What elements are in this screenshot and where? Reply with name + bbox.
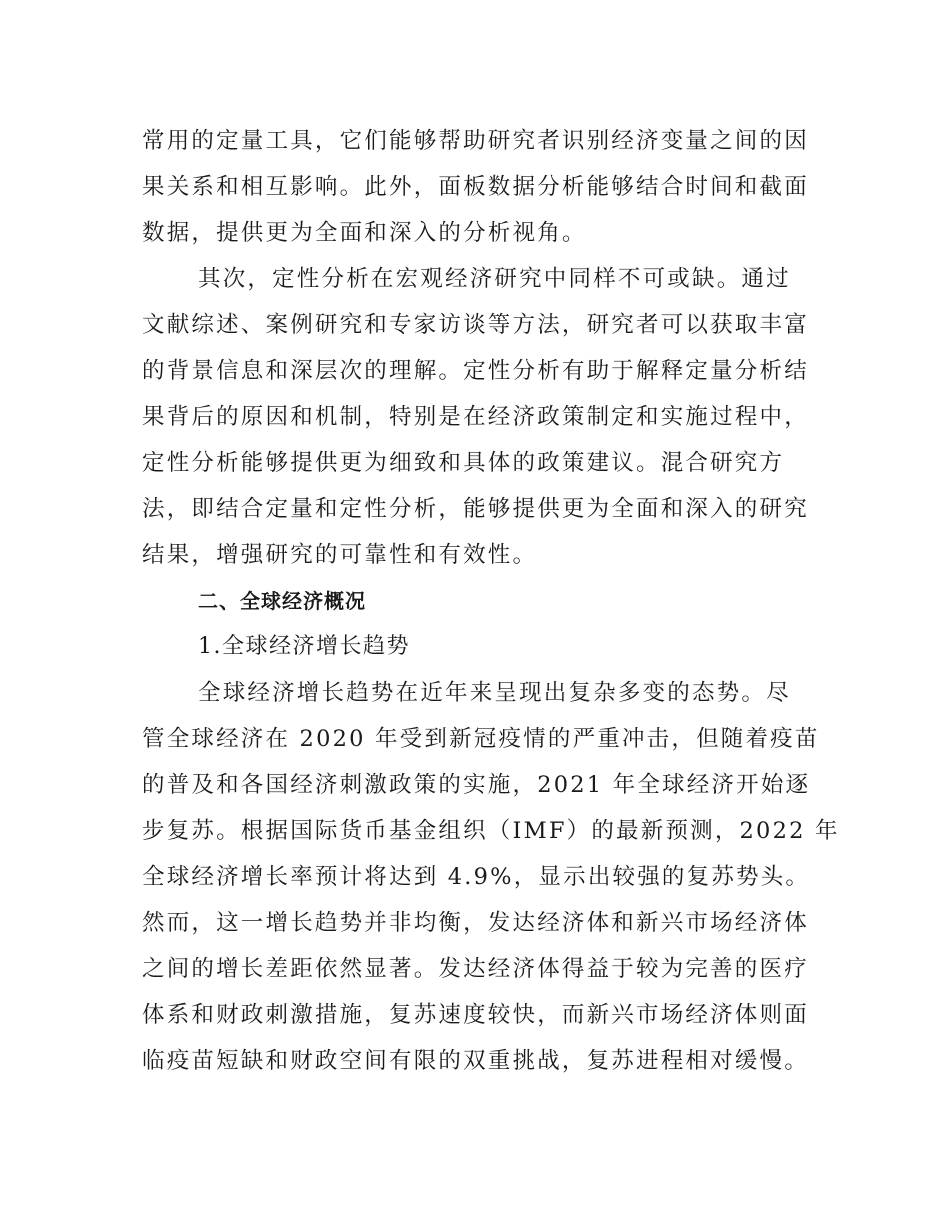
paragraph-line: 果背后的原因和机制，特别是在经济政策制定和实施过程中，	[142, 404, 809, 430]
paragraph-line: 之间的增长差距依然显著。发达经济体得益于较为完善的医疗	[142, 956, 809, 982]
paragraph-line: 其次，定性分析在宏观经济研究中同样不可或缺。通过	[198, 266, 791, 292]
paragraph-line: 全球经济增长率预计将达到 4.9%，显示出较强的复苏势头。	[142, 864, 811, 890]
paragraph-line: 体系和财政刺激措施，复苏速度较快，而新兴市场经济体则面	[142, 1002, 809, 1028]
paragraph-line: 的背景信息和深层次的理解。定性分析有助于解释定量分析结	[142, 358, 809, 384]
paragraph-line: 果关系和相互影响。此外，面板数据分析能够结合时间和截面	[142, 174, 809, 200]
paragraph-line: 数据，提供更为全面和深入的分析视角。	[142, 220, 587, 246]
paragraph-line: 然而，这一增长趋势并非均衡，发达经济体和新兴市场经济体	[142, 910, 809, 936]
paragraph-line: 的普及和各国经济刺激政策的实施，2021 年全球经济开始逐	[142, 772, 811, 798]
paragraph-line: 结果，增强研究的可靠性和有效性。	[142, 542, 538, 568]
paragraph-line: 步复苏。根据国际货币基金组织（IMF）的最新预测，2022 年	[142, 818, 840, 844]
paragraph-line: 文献综述、案例研究和专家访谈等方法，研究者可以获取丰富	[142, 312, 809, 338]
paragraph-line: 临疫苗短缺和财政空间有限的双重挑战，复苏进程相对缓慢。	[142, 1048, 809, 1074]
section-heading: 二、全球经济概况	[198, 589, 366, 613]
paragraph-line: 常用的定量工具，它们能够帮助研究者识别经济变量之间的因	[142, 128, 809, 154]
paragraph-line: 法，即结合定量和定性分析，能够提供更为全面和深入的研究	[142, 496, 809, 522]
paragraph-line: 定性分析能够提供更为细致和具体的政策建议。混合研究方	[142, 450, 785, 476]
paragraph-line: 管全球经济在 2020 年受到新冠疫情的严重冲击，但随着疫苗	[142, 726, 820, 752]
document-body	[142, 118, 840, 1084]
paragraph-line: 全球经济增长趋势在近年来呈现出复杂多变的态势。尽	[198, 680, 791, 706]
subsection-heading: 1.全球经济增长趋势	[198, 634, 410, 659]
